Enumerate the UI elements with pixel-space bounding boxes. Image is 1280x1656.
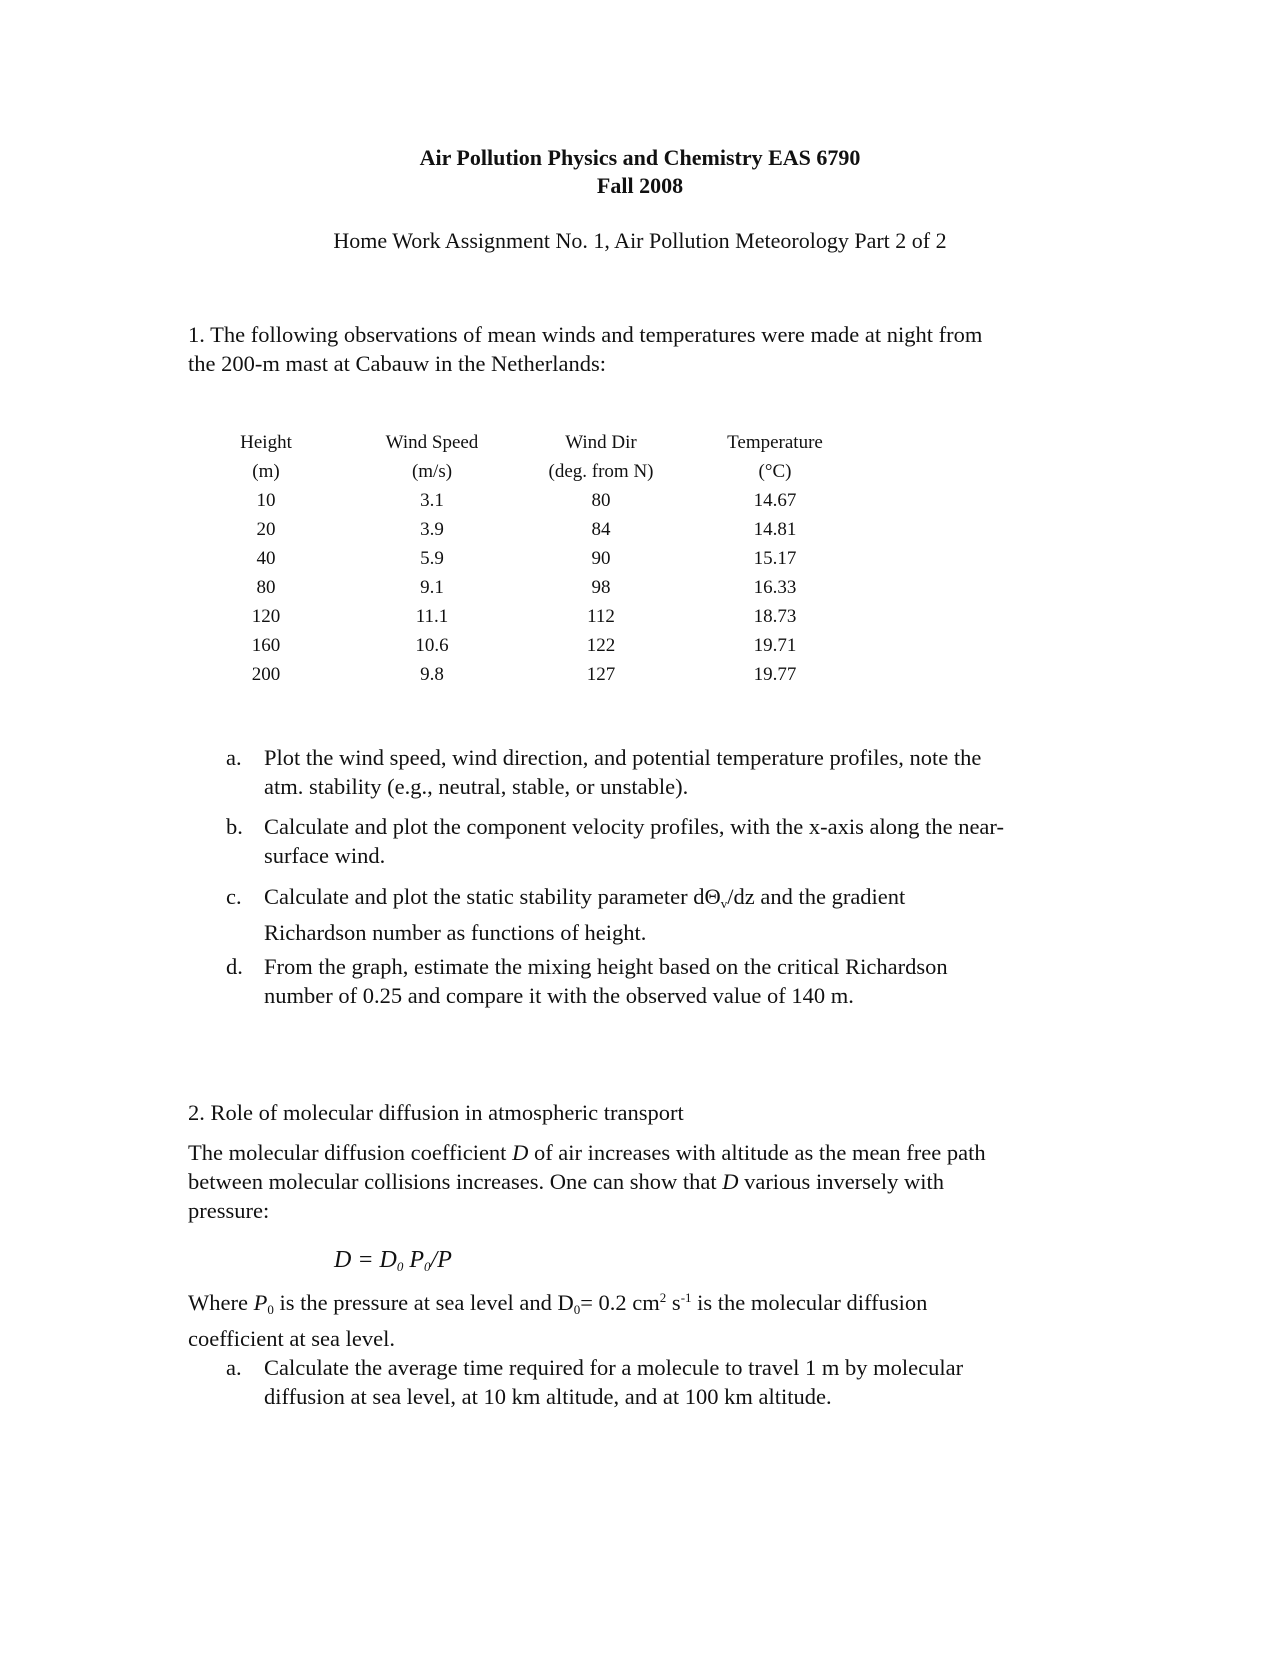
p-subscript: 0 — [267, 1302, 274, 1317]
cell-wind-speed: 3.9 — [420, 518, 444, 540]
cell-height: 120 — [251, 605, 281, 627]
text-run: of air increases with altitude as the mean free path — [528, 1140, 986, 1165]
q2-para-line3: pressure: — [188, 1198, 270, 1223]
variable-d: D — [512, 1140, 529, 1165]
cell-wind-speed: 11.1 — [415, 605, 449, 627]
item-line: Calculate the average time required for a molecule to travel 1 m by molecular — [264, 1355, 964, 1380]
q1-intro-line1: 1. The following observations of mean winds and temperatures were made at night from — [188, 322, 983, 347]
item-line: Plot the wind speed, wind direction, and potential temperature profiles, note the — [264, 745, 982, 770]
cell-wind-speed: 3.1 — [420, 489, 444, 511]
cell-height: 40 — [256, 547, 276, 569]
variable-p: P — [253, 1290, 268, 1315]
table-row — [200, 544, 880, 573]
table-row — [200, 486, 880, 515]
cell-temperature: 15.17 — [753, 547, 797, 569]
column-header-height: Height — [240, 431, 292, 453]
cell-wind-speed: 5.9 — [420, 547, 444, 569]
cell-wind-dir: 98 — [591, 576, 611, 598]
cell-wind-speed: 10.6 — [415, 634, 449, 656]
table-row — [200, 515, 880, 544]
eq-subscript: 0 — [424, 1259, 431, 1274]
q2-where-paragraph — [188, 1283, 1088, 1353]
assignment-subtitle: Home Work Assignment No. 1, Air Pollution Meteorology Part 2 of 2 — [333, 228, 947, 253]
cell-temperature: 16.33 — [753, 576, 797, 598]
item-letter: a. — [226, 1355, 242, 1380]
text-run: various inversely with — [738, 1169, 945, 1194]
q2-para-line2 — [188, 1167, 1088, 1196]
text-run: = 0.2 cm — [580, 1290, 660, 1315]
unit-wind-dir: (deg. from N) — [548, 460, 654, 482]
cell-temperature: 14.81 — [753, 518, 797, 540]
text-run: is the molecular diffusion — [691, 1290, 928, 1315]
item-line-part: Calculate and plot the static stability parameter dΘ — [264, 884, 721, 909]
where-line1 — [188, 1283, 1088, 1324]
item-text — [264, 743, 1104, 801]
q2-paragraph — [188, 1138, 1088, 1225]
item-line: Richardson number as functions of height. — [264, 920, 647, 945]
s-superscript: -1 — [680, 1290, 692, 1305]
item-line: surface wind. — [264, 843, 386, 868]
cell-temperature: 19.71 — [753, 634, 797, 656]
column-header-temperature: Temperature — [727, 431, 823, 453]
cell-wind-dir: 80 — [591, 489, 611, 511]
item-line: atm. stability (e.g., neutral, stable, or unstable). — [264, 774, 689, 799]
item-line: number of 0.25 and compare it with the observed value of 140 m. — [264, 983, 854, 1008]
item-letter: d. — [226, 954, 243, 979]
cell-height: 20 — [256, 518, 276, 540]
cell-height: 160 — [251, 634, 281, 656]
item-line: diffusion at sea level, at 10 km altitude, and at 100 km altitude. — [264, 1384, 832, 1409]
theta-subscript: v — [720, 896, 728, 911]
unit-temperature: (°C) — [758, 460, 792, 482]
q2-para-line1 — [188, 1138, 1088, 1167]
item-letter: b. — [226, 814, 243, 839]
item-letter: c. — [226, 884, 242, 909]
table-header-row — [200, 428, 880, 457]
item-line: From the graph, estimate the mixing height based on the critical Richardson — [264, 954, 948, 979]
item-text — [264, 882, 1104, 947]
cell-height: 200 — [251, 663, 281, 685]
cell-height: 80 — [256, 576, 276, 598]
cm-superscript: 2 — [659, 1290, 667, 1305]
item-line-part: /dz and the gradient — [727, 884, 906, 909]
cell-wind-dir: 90 — [591, 547, 611, 569]
cell-wind-speed: 9.8 — [420, 663, 444, 685]
document-term: Fall 2008 — [596, 173, 684, 198]
cell-temperature: 14.67 — [753, 489, 797, 511]
table-row — [200, 602, 880, 631]
variable-d: D — [722, 1169, 739, 1194]
cell-wind-dir: 84 — [591, 518, 611, 540]
table-units-row — [200, 457, 880, 486]
eq-part: D = D — [334, 1247, 397, 1273]
unit-height: (m) — [252, 460, 280, 482]
table-row — [200, 660, 880, 689]
item-line: Calculate and plot the component velocity profiles, with the x-axis along the near- — [264, 814, 1004, 839]
item-text — [264, 952, 1104, 1010]
where-line2: coefficient at sea level. — [188, 1326, 395, 1351]
table-row — [200, 573, 880, 602]
observations-table — [200, 428, 880, 689]
q2-heading: 2. Role of molecular diffusion in atmospheric transport — [188, 1100, 684, 1125]
text-run: Where — [188, 1290, 254, 1315]
cell-temperature: 19.77 — [753, 663, 797, 685]
text-run: between molecular collisions increases. One can show that — [188, 1169, 723, 1194]
eq-subscript: 0 — [396, 1259, 404, 1274]
q1-intro — [188, 320, 1088, 378]
unit-wind-speed: (m/s) — [411, 460, 453, 482]
diffusion-equation — [334, 1247, 452, 1275]
item-line — [264, 882, 1104, 918]
text-run: s — [666, 1290, 681, 1315]
d-subscript: 0 — [573, 1302, 581, 1317]
table-row — [200, 631, 880, 660]
cell-wind-speed: 9.1 — [420, 576, 444, 598]
cell-temperature: 18.73 — [753, 605, 797, 627]
item-letter: a. — [226, 745, 242, 770]
text-run: The molecular diffusion coefficient — [188, 1140, 513, 1165]
eq-part: P — [403, 1247, 425, 1273]
eq-part: /P — [430, 1247, 452, 1273]
cell-wind-dir: 127 — [586, 663, 616, 685]
column-header-wind-dir: Wind Dir — [565, 431, 637, 453]
column-header-wind-speed: Wind Speed — [385, 431, 479, 453]
document-title: Air Pollution Physics and Chemistry EAS 6790 — [419, 145, 861, 170]
item-text — [264, 812, 1104, 870]
cell-wind-dir: 112 — [587, 605, 615, 627]
cell-wind-dir: 122 — [586, 634, 616, 656]
item-text — [264, 1353, 1104, 1411]
q1-intro-line2: the 200-m mast at Cabauw in the Netherlands: — [188, 351, 607, 376]
text-run: is the pressure at sea level and D — [273, 1290, 574, 1315]
cell-height: 10 — [256, 489, 276, 511]
